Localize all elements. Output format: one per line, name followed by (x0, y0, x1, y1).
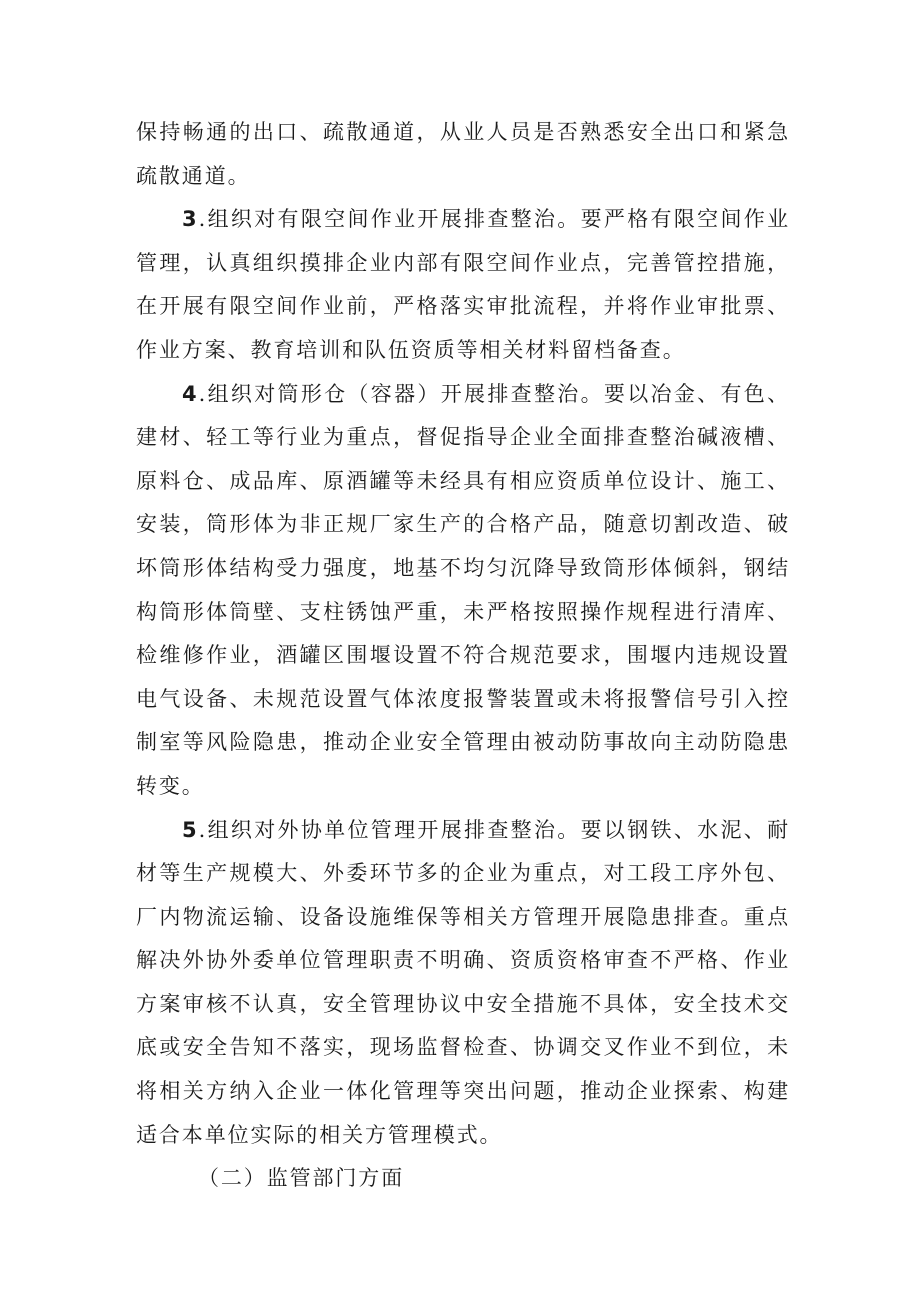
item-number: 4 (182, 381, 199, 406)
paragraph-text: .组织对筒形仓（容器）开展排查整治。要以冶金、有色、建材、轻工等行业为重点，督促指导企业全面排查整治碱液槽、原料仓、成品库、原酒罐等未经具有相应资质单位设计、施工、安装，筒形体为非正规厂家生产的合格产品，随意切割改造、破坏筒形体结构受力强度，地基不均匀沉降导致筒形体倾斜，钢结构筒形体筒壁、支柱锈蚀严重，未严格按照操作规程进行清库、检维修作业，酒罐区围堰设置不符合规范要求，围堰内违规设置电气设备、未规范设置气体浓度报警装置或未将报警信号引入控制室等风险隐患，推动企业安全管理由被动防事故向主动防隐患转变。 (136, 381, 790, 798)
paragraph-text: .组织对外协单位管理开展排查整治。要以钢铁、水泥、耐材等生产规模大、外委环节多的企业为重点，对工段工序外包、厂内物流运输、设备设施维保等相关方管理开展隐患排查。重点解决外协外委单位管理职责不明确、资质资格审查不严格、作业方案审核不认真，安全管理协议中安全措施不具体，安全技术交底或安全告知不落实，现场监督检查、协调交叉作业不到位，未将相关方纳入企业一体化管理等突出问题，推动企业探索、构建适合本单位实际的相关方管理模式。 (136, 817, 790, 1147)
paragraph-item-4 (136, 373, 790, 809)
document-body (136, 111, 790, 1201)
section-heading: （二）监管部门方面 (198, 1166, 405, 1191)
paragraph-item-3 (136, 198, 790, 372)
paragraph-item-5 (136, 809, 790, 1158)
item-number: 5 (182, 817, 199, 842)
paragraph-text: 保持畅通的出口、疏散通道，从业人员是否熟悉安全出口和紧急疏散通道。 (136, 120, 790, 188)
paragraph-continuation (136, 111, 790, 198)
item-number: 3 (182, 207, 199, 232)
paragraph-text: .组织对有限空间作业开展排查整治。要严格有限空间作业管理，认真组织摸排企业内部有限空间作业点，完善管控措施，在开展有限空间作业前，严格落实审批流程，并将作业审批票、作业方案、教育培训和队伍资质等相关材料留档备查。 (136, 207, 790, 362)
